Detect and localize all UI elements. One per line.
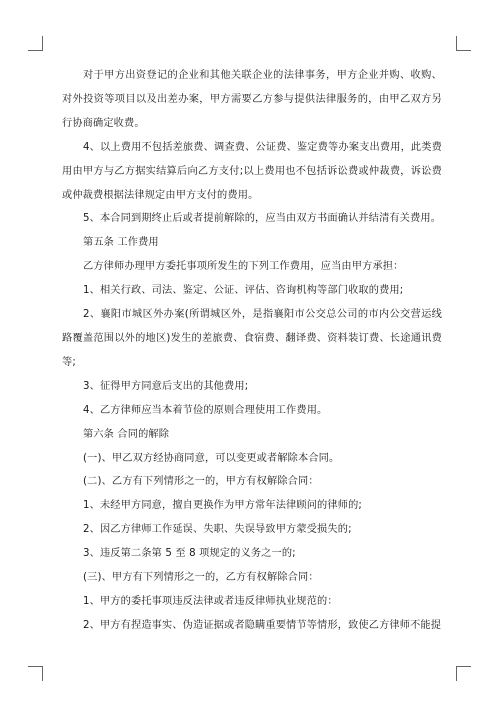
- list-item-termination-3: 3、违反第二条第 5 至 8 项规定的义务之一的;: [83, 548, 296, 560]
- crop-mark-bottom-right: [456, 666, 471, 681]
- paragraph-expense-exclusions: 4、以上费用不包括差旅费、调查费、公证费、鉴定费等办案支出费用，此类费用由甲方与乙方据实结算后向乙方支付;以上费用也不包括诉讼费或仲裁费，诉讼费或仲裁费根据法律规定由甲方支付的费用。: [62, 141, 442, 201]
- document-body: [62, 64, 442, 638]
- paragraph-settlement: 5、本合同到期终止后或者提前解除的，应当由双方书面确认并结清有关费用。: [83, 213, 442, 225]
- list-item-expense-4: 4、乙方律师应当本着节俭的原则合理使用工作费用。: [83, 404, 328, 416]
- list-item-expense-1: 1、相关行政、司法、鉴定、公证、评估、咨询机构等部门收取的费用;: [83, 285, 404, 297]
- paragraph-fees-affiliates: 对于甲方出资登记的企业和其他关联企业的法律事务，甲方企业并购、收购、对外投资等项目以及出差办案，甲方需要乙方参与提供法律服务的，由甲乙双方另行协商确定收费。: [62, 70, 442, 129]
- paragraph-party-a-rights: (二)、乙方有下列情形之一的，甲方有权解除合同：: [83, 476, 319, 488]
- list-item-b-termination-1: 1、甲方的委托事项违反法律或者违反律师执业规范的：: [83, 595, 338, 607]
- heading-article-6: 第六条 合同的解除: [83, 428, 170, 440]
- crop-mark-top-left: [28, 36, 43, 51]
- list-item-termination-1: 1、未经甲方同意，擅自更换作为甲方常年法律顾问的律师的;: [83, 500, 362, 512]
- paragraph-termination-mutual: (一)、甲乙双方经协商同意，可以变更或者解除本合同。: [83, 452, 340, 464]
- paragraph-work-expenses-intro: 乙方律师办理甲方委托事项所发生的下列工作费用，应当由甲方承担：: [83, 261, 404, 273]
- list-item-expense-2: 2、襄阳市城区外办案(所谓城区外，是指襄阳市公交总公司的市内公交营运线路覆盖范围以外的地区)发生的差旅费、食宿费、翻译费、资料装订费、长途通讯费等;: [62, 309, 442, 368]
- crop-mark-bottom-left: [28, 666, 43, 681]
- paragraph-party-b-rights: (三)、甲方有下列情形之一的，乙方有权解除合同：: [83, 572, 319, 584]
- crop-mark-top-right: [456, 36, 471, 51]
- list-item-termination-2: 2、因乙方律师工作延误、失职、失误导致甲方蒙受损失的;: [83, 524, 352, 536]
- list-item-b-termination-2: 2、甲方有捏造事实、伪造证据或者隐瞒重要情节等情形，致使乙方律师不能提: [83, 619, 442, 631]
- heading-article-5: 第五条 工作费用: [83, 237, 159, 249]
- list-item-expense-3: 3、征得甲方同意后支出的其他费用;: [83, 380, 249, 392]
